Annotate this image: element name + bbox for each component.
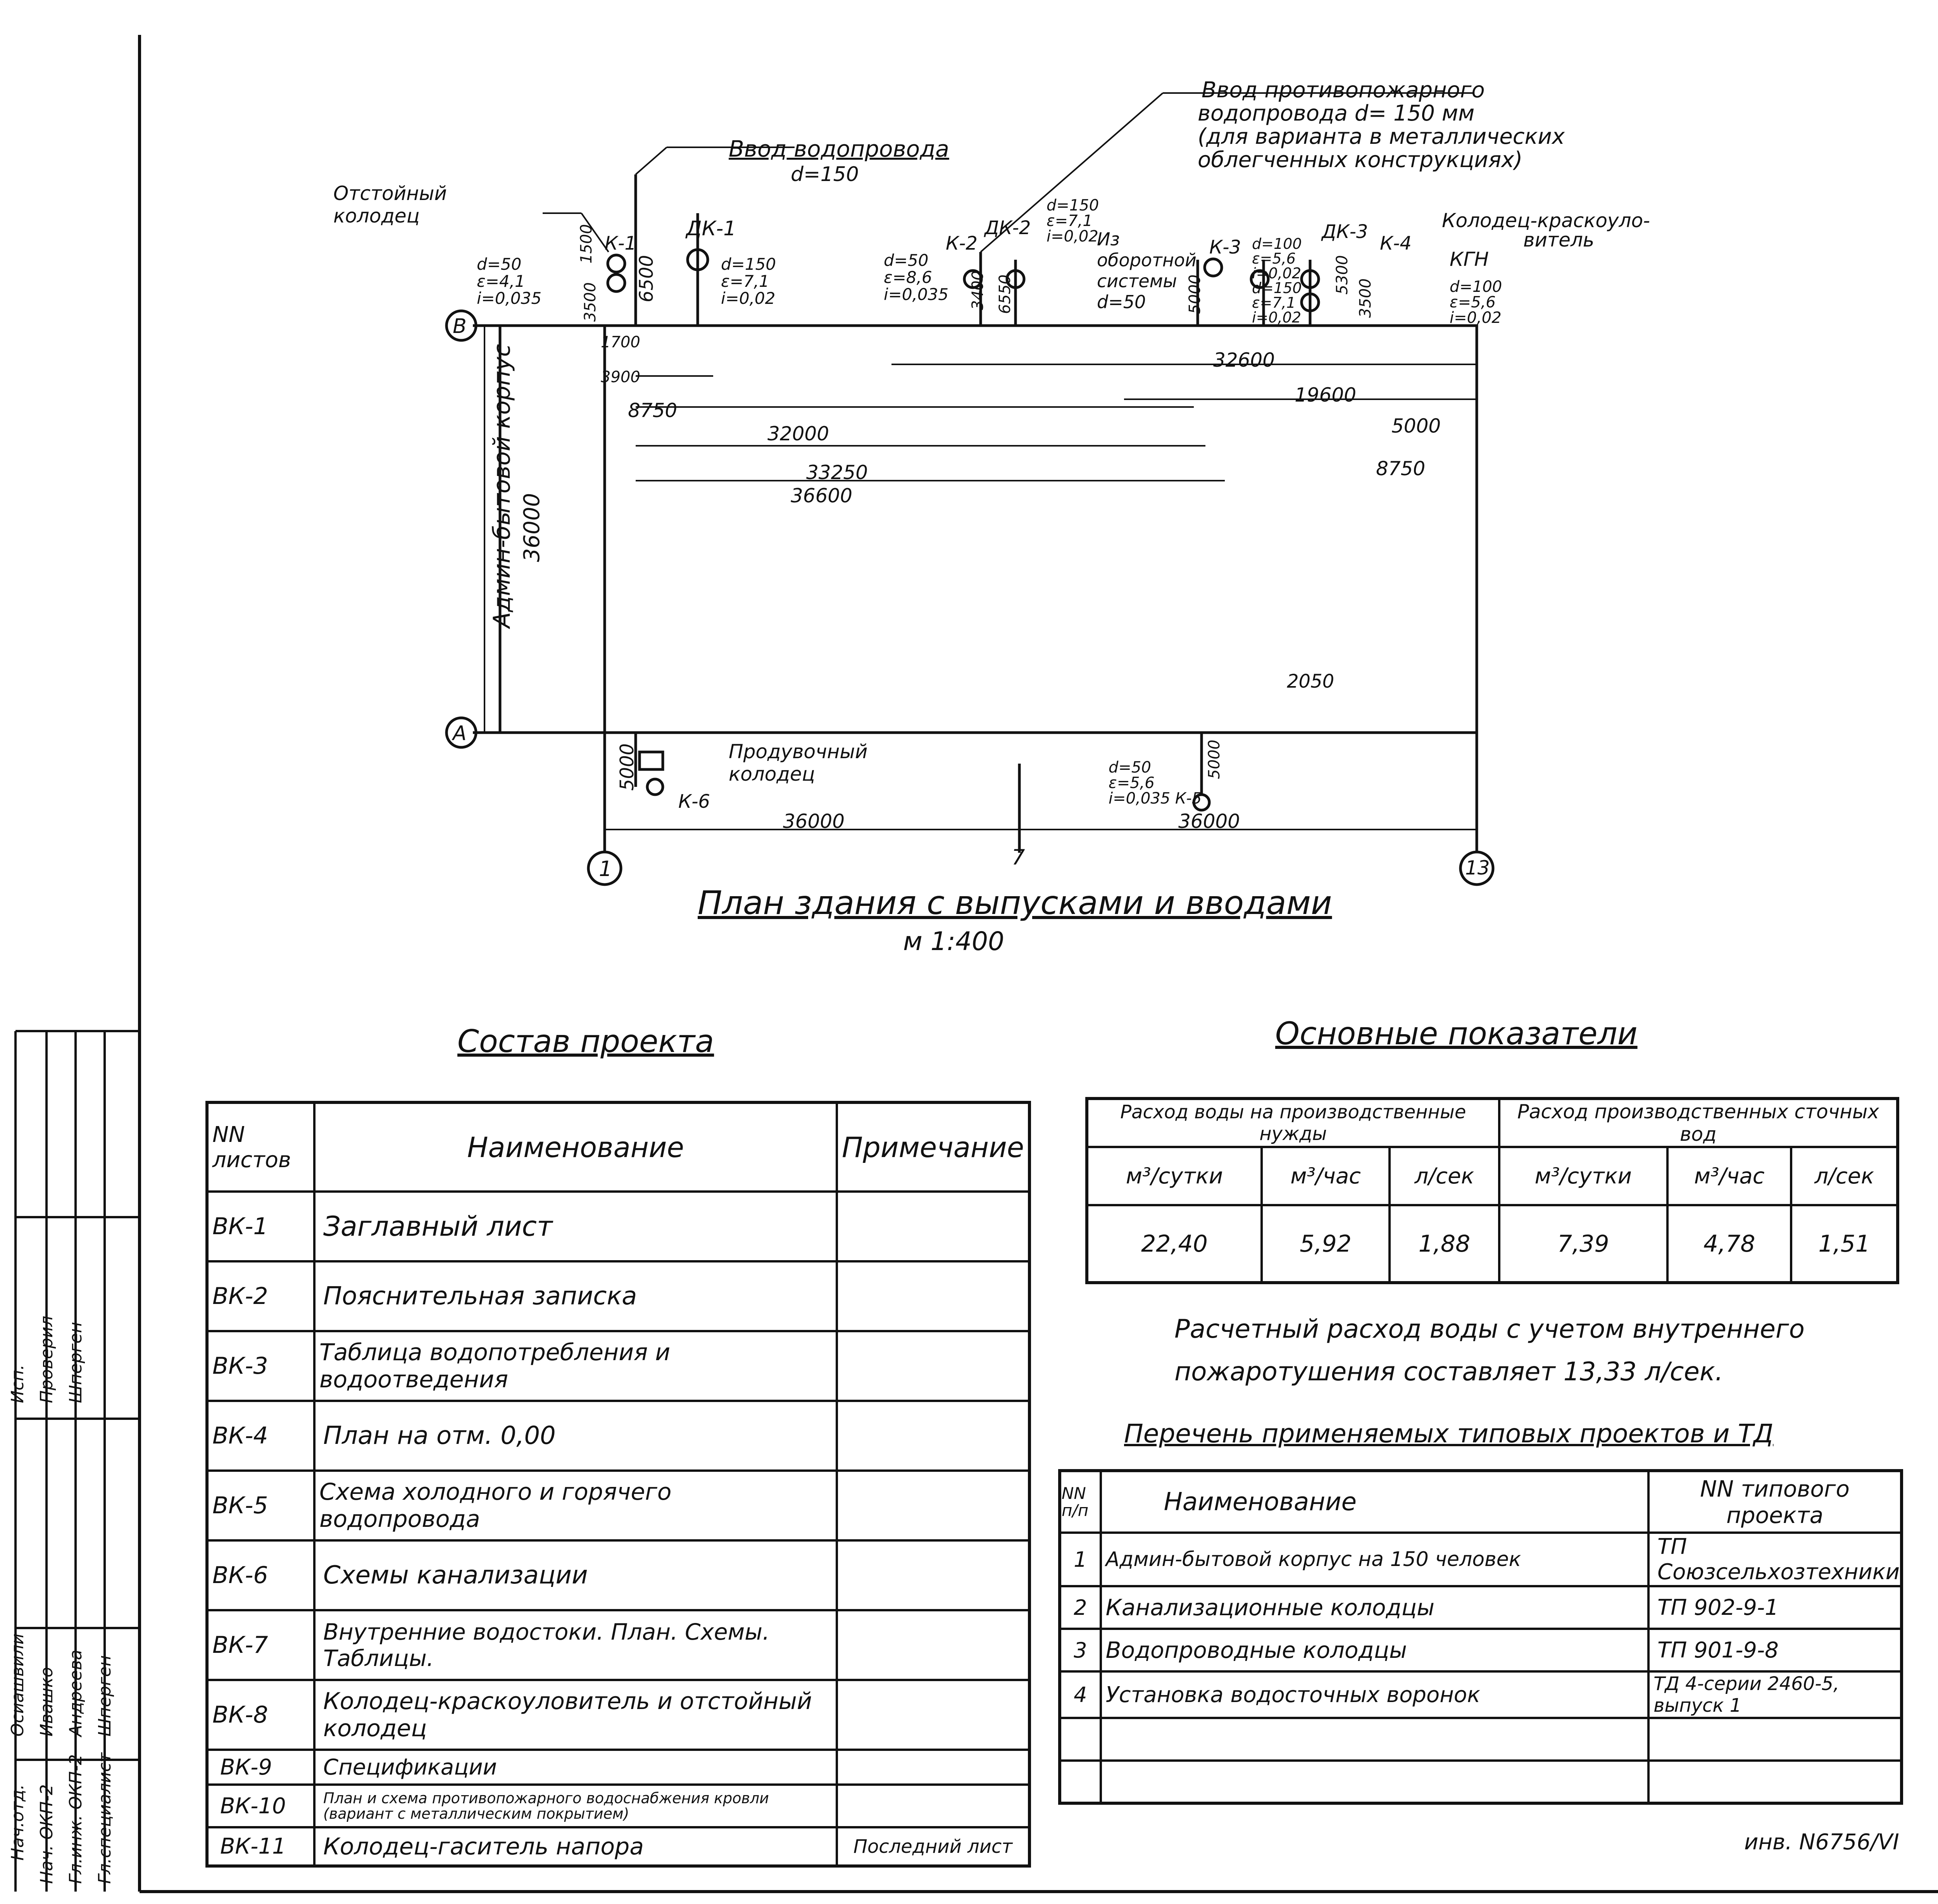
note-k2-e: ε=8,6 xyxy=(884,268,932,287)
note-k3-i2: i=0,02 xyxy=(1252,309,1302,326)
note-k3-d1: d=100 xyxy=(1252,235,1302,252)
note-k2-i: i=0,035 xyxy=(884,285,949,304)
sostav-cell-name: План на отм. 0,00 xyxy=(314,1401,837,1471)
side-role-3: Гл.инж. ОКП-2 xyxy=(66,1754,86,1884)
table-row xyxy=(207,1785,1029,1827)
note-dk1-i: i=0,02 xyxy=(721,289,776,308)
dim-1500: 1500 xyxy=(578,224,595,264)
unit-cell: л/сек xyxy=(1390,1147,1499,1205)
pokazateli-note-2: пожаротушения составляет 13,33 л/сек. xyxy=(1174,1357,1723,1387)
note-dk2-d: d=150 xyxy=(1047,197,1099,214)
dim-8750b: 8750 xyxy=(1376,457,1426,480)
sostav-cell-n: ВК-7 xyxy=(207,1610,314,1680)
sostav-cell-n: ВК-8 xyxy=(207,1680,314,1750)
side-role-4: Гл.специалист xyxy=(95,1752,115,1884)
sostav-header-note: Примечание xyxy=(837,1102,1029,1192)
tipovye-header-proj: NN типового проекта xyxy=(1648,1471,1902,1533)
sostav-cell-n: ВК-6 xyxy=(207,1540,314,1610)
sostav-cell-name: Внутренние водостоки. План. Схемы. Таблицы. xyxy=(314,1610,837,1680)
note-k3-e1: ε=5,6 xyxy=(1252,250,1296,267)
label-produvochny: Продувочный колодец xyxy=(729,740,868,785)
sostav-header-name: Наименование xyxy=(314,1102,837,1192)
dim-3900: 3900 xyxy=(601,368,640,386)
side-stamp xyxy=(0,0,155,1904)
label-kgn: КГН xyxy=(1450,248,1489,271)
inv-number: инв. N6756/VI xyxy=(1744,1830,1899,1855)
tipovye-header-name: Наименование xyxy=(1101,1471,1648,1533)
tipovye-cell-name: Канализационные колодцы xyxy=(1101,1586,1648,1629)
tipovye-cell-empty xyxy=(1060,1761,1101,1803)
note-dk2-e: ε=7,1 xyxy=(1047,212,1093,230)
sostav-cell-note xyxy=(837,1750,1029,1785)
dim-5000a: 5000 xyxy=(1391,415,1441,437)
sostav-cell-name: Колодец-гаситель напора xyxy=(314,1827,837,1866)
note-dk1-e: ε=7,1 xyxy=(721,272,769,291)
sostav-cell-n: ВК-2 xyxy=(207,1261,314,1331)
dim-5000c: 5000 xyxy=(1186,274,1204,314)
tipovye-cell-n: 2 xyxy=(1060,1586,1101,1629)
label-vvod-d: d=150 xyxy=(791,163,859,186)
pokazateli-table xyxy=(1085,1097,1899,1284)
value-cell: 5,92 xyxy=(1262,1205,1390,1283)
tipovye-cell-n: 3 xyxy=(1060,1629,1101,1671)
tipovye-cell-name: Установка водосточных воронок xyxy=(1101,1671,1648,1718)
note-k5-d: d=50 xyxy=(1109,759,1151,776)
table-row xyxy=(1060,1761,1902,1803)
dim-8750a: 8750 xyxy=(628,399,678,422)
tipovye-cell-n: 1 xyxy=(1060,1533,1101,1586)
sostav-cell-note xyxy=(837,1261,1029,1331)
dim-36000a: 36000 xyxy=(783,810,845,833)
axis-1: 1 xyxy=(599,857,612,881)
note-k3 xyxy=(1252,236,1302,325)
label-kraskoulov: Колодец-краскоуло- xyxy=(1442,209,1650,232)
tipovye-title: Перечень применяемых типовых проектов и ТД xyxy=(1124,1419,1774,1449)
dim-36000b: 36000 xyxy=(1178,810,1240,833)
table-row xyxy=(207,1471,1029,1540)
dim-5300: 5300 xyxy=(1333,255,1351,295)
tipovye-header-n: NN п/п xyxy=(1060,1471,1101,1533)
plan-title: План здания с выпусками и вводами xyxy=(698,884,1332,922)
tipovye-cell-proj: ТП 901-9-8 xyxy=(1648,1629,1902,1671)
plan-scale: м 1:400 xyxy=(903,926,1004,956)
sostav-cell-n: ВК-3 xyxy=(207,1331,314,1401)
sostav-cell-n: ВК-11 xyxy=(207,1827,314,1866)
note-k1-e: ε=4,1 xyxy=(477,272,525,291)
tipovye-cell-empty xyxy=(1060,1718,1101,1761)
dim-36600: 36600 xyxy=(791,485,853,507)
label-iz-oborotnoi: Из оборотной системы d=50 xyxy=(1097,229,1197,312)
sostav-cell-name: Заглавный лист xyxy=(314,1192,837,1261)
pokazateli-title: Основные показатели xyxy=(1275,1016,1638,1052)
sostav-cell-n: ВК-9 xyxy=(207,1750,314,1785)
label-protivopozh-1: Ввод противопожарного xyxy=(1202,78,1485,103)
value-cell: 22,40 xyxy=(1087,1205,1262,1283)
side-name-4: Шперген xyxy=(95,1655,115,1737)
note-k3-e2: ε=7,1 xyxy=(1252,294,1296,311)
well-k1: К-1 xyxy=(605,233,636,254)
note-k4 xyxy=(1450,279,1502,326)
note-k5-i: i=0,035 К-5 xyxy=(1109,790,1202,807)
tipovye-cell-proj: ТП 902-9-1 xyxy=(1648,1586,1902,1629)
unit-cell: м³/сутки xyxy=(1087,1147,1262,1205)
note-k2-d: d=50 xyxy=(884,251,929,270)
sostav-cell-name: Схема холодного и горячего водопровода xyxy=(314,1471,837,1540)
label-kraskoulov-2: витель xyxy=(1523,229,1595,251)
side-role-1: Нач.отд. xyxy=(8,1784,28,1861)
value-cell: 1,88 xyxy=(1390,1205,1499,1283)
sostav-table xyxy=(205,1101,1031,1868)
unit-cell: л/сек xyxy=(1791,1147,1898,1205)
label-protivopozh-2: водопровода d= 150 мм xyxy=(1198,101,1475,126)
note-dk1 xyxy=(721,256,776,307)
table-row xyxy=(207,1331,1029,1401)
well-k4: К-4 xyxy=(1380,233,1412,254)
sostav-cell-n: ВК-5 xyxy=(207,1471,314,1540)
side-name-1: Осиашвили xyxy=(8,1633,28,1737)
note-k1 xyxy=(477,256,541,307)
sostav-cell-note xyxy=(837,1680,1029,1750)
table-row xyxy=(207,1540,1029,1610)
label-otstoiny: Отстойный колодец xyxy=(333,182,447,227)
tipovye-cell-name: Админ-бытовой корпус на 150 человек xyxy=(1101,1533,1648,1586)
tipovye-cell-empty xyxy=(1648,1718,1902,1761)
sostav-cell-name: Спецификации xyxy=(314,1750,837,1785)
tipovye-cell-proj: ТД 4-серии 2460-5, выпуск 1 xyxy=(1648,1671,1902,1718)
value-cell: 7,39 xyxy=(1499,1205,1667,1283)
sostav-header-n: NN листов xyxy=(207,1102,314,1192)
well-dk1: ДК-1 xyxy=(686,217,736,240)
pokazateli-group2: Расход производственных сточных вод xyxy=(1499,1099,1898,1147)
table-row xyxy=(1060,1629,1902,1671)
sostav-cell-note xyxy=(837,1192,1029,1261)
sostav-cell-n: ВК-1 xyxy=(207,1192,314,1261)
sostav-cell-note xyxy=(837,1785,1029,1827)
label-admin-korpus: Админ-бытовой корпус xyxy=(488,344,516,628)
axis-13: 13 xyxy=(1465,857,1490,879)
axis-v: В xyxy=(453,315,467,338)
pokazateli-note-1: Расчетный расход воды с учетом внутреннего xyxy=(1174,1314,1805,1344)
tipovye-table xyxy=(1058,1469,1903,1805)
dim-1700: 1700 xyxy=(601,333,640,351)
dim-5000b: 5000 xyxy=(616,743,638,791)
well-k6: К-6 xyxy=(678,791,710,812)
label-protivopozh-4: облегченных конструкциях) xyxy=(1198,147,1523,172)
well-dk2: ДК-2 xyxy=(985,217,1031,239)
dim-19600: 19600 xyxy=(1295,384,1357,406)
label-protivopozh-3: (для варианта в металлических xyxy=(1198,124,1565,149)
sostav-cell-name: Таблица водопотребления и водоотведения xyxy=(314,1331,837,1401)
dim-6500: 6500 xyxy=(636,255,657,302)
table-row xyxy=(1060,1586,1902,1629)
table-row xyxy=(207,1192,1029,1261)
unit-cell: м³/час xyxy=(1262,1147,1390,1205)
side-name-3: Андреева xyxy=(66,1649,86,1737)
side-role-2: Нач. ОКП-2 xyxy=(37,1784,57,1884)
note-k4-d: d=100 xyxy=(1450,278,1502,296)
note-k1-d: d=50 xyxy=(477,255,522,274)
side-extra-1: Исп. xyxy=(8,1364,28,1403)
table-row xyxy=(1060,1533,1902,1586)
sostav-cell-note xyxy=(837,1540,1029,1610)
note-k4-e: ε=5,6 xyxy=(1450,293,1496,311)
table-row xyxy=(207,1680,1029,1750)
dim-32600: 32600 xyxy=(1213,349,1275,371)
dim-5000d: 5000 xyxy=(1205,740,1223,779)
sostav-cell-note xyxy=(837,1401,1029,1471)
label-vvod-vodoprovoda: Ввод водопровода xyxy=(729,136,949,162)
sostav-cell-name: Пояснительная записка xyxy=(314,1261,837,1331)
tipovye-cell-empty xyxy=(1101,1718,1648,1761)
value-cell: 4,78 xyxy=(1667,1205,1791,1283)
note-dk2 xyxy=(1047,198,1099,244)
dim-3500b: 3500 xyxy=(1357,278,1374,318)
table-row xyxy=(207,1610,1029,1680)
axis-a: А xyxy=(453,722,467,745)
table-row xyxy=(207,1261,1029,1331)
tipovye-cell-empty xyxy=(1101,1761,1648,1803)
pokazateli-group1: Расход воды на производственные нужды xyxy=(1087,1099,1499,1147)
well-k3: К-3 xyxy=(1209,236,1241,258)
note-k3-d2: d=150 xyxy=(1252,279,1302,297)
tipovye-cell-name: Водопроводные колодцы xyxy=(1101,1629,1648,1671)
dim-2050: 2050 xyxy=(1287,671,1335,692)
sostav-cell-note xyxy=(837,1471,1029,1540)
note-k5-e: ε=5,6 xyxy=(1109,774,1155,792)
unit-cell: м³/сутки xyxy=(1499,1147,1667,1205)
sostav-title: Состав проекта xyxy=(457,1023,714,1059)
tipovye-cell-empty xyxy=(1648,1761,1902,1803)
dim-6550: 6550 xyxy=(996,274,1014,314)
sostav-cell-name: Схемы канализации xyxy=(314,1540,837,1610)
axis-7: 7 xyxy=(1012,845,1025,869)
well-k2: К-2 xyxy=(946,233,978,254)
table-row xyxy=(207,1401,1029,1471)
unit-cell: м³/час xyxy=(1667,1147,1791,1205)
tipovye-cell-proj: ТП Союзсельхозтехники xyxy=(1648,1533,1902,1586)
sostav-cell-note: Последний лист xyxy=(837,1827,1029,1866)
note-dk2-i: i=0,02 xyxy=(1047,228,1098,245)
admin-building xyxy=(500,326,605,733)
table-row xyxy=(207,1827,1029,1866)
note-k2 xyxy=(884,252,948,303)
sostav-cell-n: ВК-10 xyxy=(207,1785,314,1827)
sostav-cell-n: ВК-4 xyxy=(207,1401,314,1471)
dim-3400: 3400 xyxy=(969,271,987,310)
sostav-cell-name: План и схема противопожарного водоснабжения кровли (вариант с металлическим покрытием) xyxy=(314,1785,837,1827)
dim-3500: 3500 xyxy=(581,282,599,322)
sostav-cell-note xyxy=(837,1610,1029,1680)
table-row xyxy=(1060,1671,1902,1718)
side-extra-2: Проверил xyxy=(37,1316,57,1403)
dim-33250: 33250 xyxy=(806,461,868,484)
value-cell: 1,51 xyxy=(1791,1205,1898,1283)
tipovye-cell-n: 4 xyxy=(1060,1671,1101,1718)
sostav-cell-note xyxy=(837,1331,1029,1401)
dim-32000: 32000 xyxy=(767,423,829,445)
table-row xyxy=(207,1750,1029,1785)
note-k3-i1: i=0,02 xyxy=(1252,265,1302,282)
table-row xyxy=(1060,1718,1902,1761)
note-dk1-d: d=150 xyxy=(721,255,776,274)
note-k5 xyxy=(1109,760,1202,806)
note-k1-i: i=0,035 xyxy=(477,289,542,308)
side-extra-3: Шперген xyxy=(66,1322,86,1403)
well-dk3: ДК-3 xyxy=(1322,221,1368,243)
sostav-cell-name: Колодец-краскоуловитель и отстойный колодец xyxy=(314,1680,837,1750)
label-admin-dim: 36000 xyxy=(519,493,545,562)
side-name-2: Ивашко xyxy=(37,1667,57,1737)
note-k4-i: i=0,02 xyxy=(1450,309,1502,327)
